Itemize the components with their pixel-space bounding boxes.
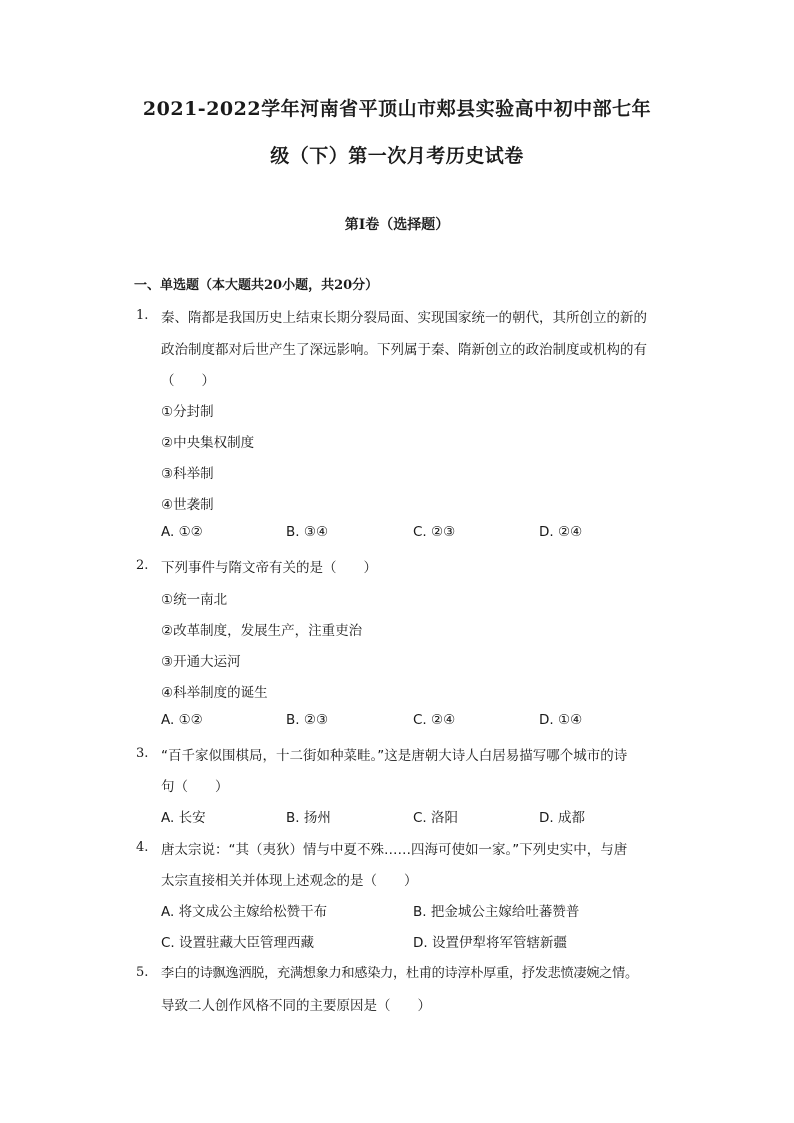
answer-option-d: D. ②④ [539,524,583,540]
answer-option-b: B. ③④ [286,524,329,540]
answer-option-a: A. ①② [161,712,203,728]
question-stem-line: “百千家似围棋局，十二街如种菜畦。”这是唐朝大诗人白居易描写哪个城市的诗 [161,748,628,764]
question-item: ②中央集权制度 [161,435,255,451]
answer-option-b: B. 扬州 [286,810,331,826]
section-heading: 第I卷（选择题） [344,217,450,233]
part-heading: 一、单选题（本大题共20小题，共20分） [134,278,379,293]
answer-option-a: A. 长安 [161,810,206,826]
question-stem-line: 秦、隋都是我国历史上结束长期分裂局面、实现国家统一的朝代，其所创立的新的 [161,310,647,326]
question-item: ④世袭制 [161,497,214,513]
answer-option-c: C. 洛阳 [413,810,459,826]
question-stem-line: 太宗直接相关并体现上述观念的是（ ） [161,873,418,889]
question-number: 1. [136,308,149,323]
question-item: ①统一南北 [161,592,228,608]
question-stem-line: 李白的诗飘逸洒脱，充满想象力和感染力，杜甫的诗淳朴厚重，抒发悲愤凄婉之情。 [161,966,638,981]
answer-option-c: C. ②④ [413,712,456,728]
answer-option-d: D. 设置伊犁将军管辖新疆 [413,935,567,951]
answer-option-c: C. ②③ [413,524,456,540]
document-title-line-2: 级（下）第一次月考历史试卷 [270,145,524,167]
document-title-line-1: 2021-2022学年河南省平顶山市郏县实验高中初中部七年 [142,98,652,120]
question-item: ①分封制 [161,404,214,420]
question-stem-line: 导致二人创作风格不同的主要原因是（ ） [161,998,431,1014]
question-stem-line: 句（ ） [161,779,229,795]
question-item: ③科举制 [161,466,214,482]
question-stem-line: （ ） [161,373,215,389]
question-item: ②改革制度，发展生产，注重吏治 [161,623,363,639]
answer-option-c: C. 设置驻藏大臣管理西藏 [161,935,315,951]
answer-option-b: B. 把金城公主嫁给吐蕃赞普 [413,904,580,920]
question-number: 4. [136,840,149,855]
question-stem-line: 下列事件与隋文帝有关的是（ ） [161,560,377,576]
question-number: 2. [136,558,149,573]
question-number: 5. [136,965,149,980]
answer-option-b: B. ②③ [286,712,329,728]
question-item: ④科举制度的诞生 [161,685,268,701]
answer-option-a: A. ①② [161,524,203,540]
question-stem-line: 唐太宗说：“其（夷狄）情与中夏不殊……四海可使如一家。”下列史实中，与唐 [161,842,628,858]
answer-option-d: D. ①④ [539,712,583,728]
question-item: ③开通大运河 [161,654,241,670]
question-number: 3. [136,746,149,761]
answer-option-a: A. 将文成公主嫁给松赞干布 [161,904,328,920]
answer-option-d: D. 成都 [539,810,585,826]
question-stem-line: 政治制度都对后世产生了深远影响。下列属于秦、隋新创立的政治制度或机构的有 [161,342,647,358]
